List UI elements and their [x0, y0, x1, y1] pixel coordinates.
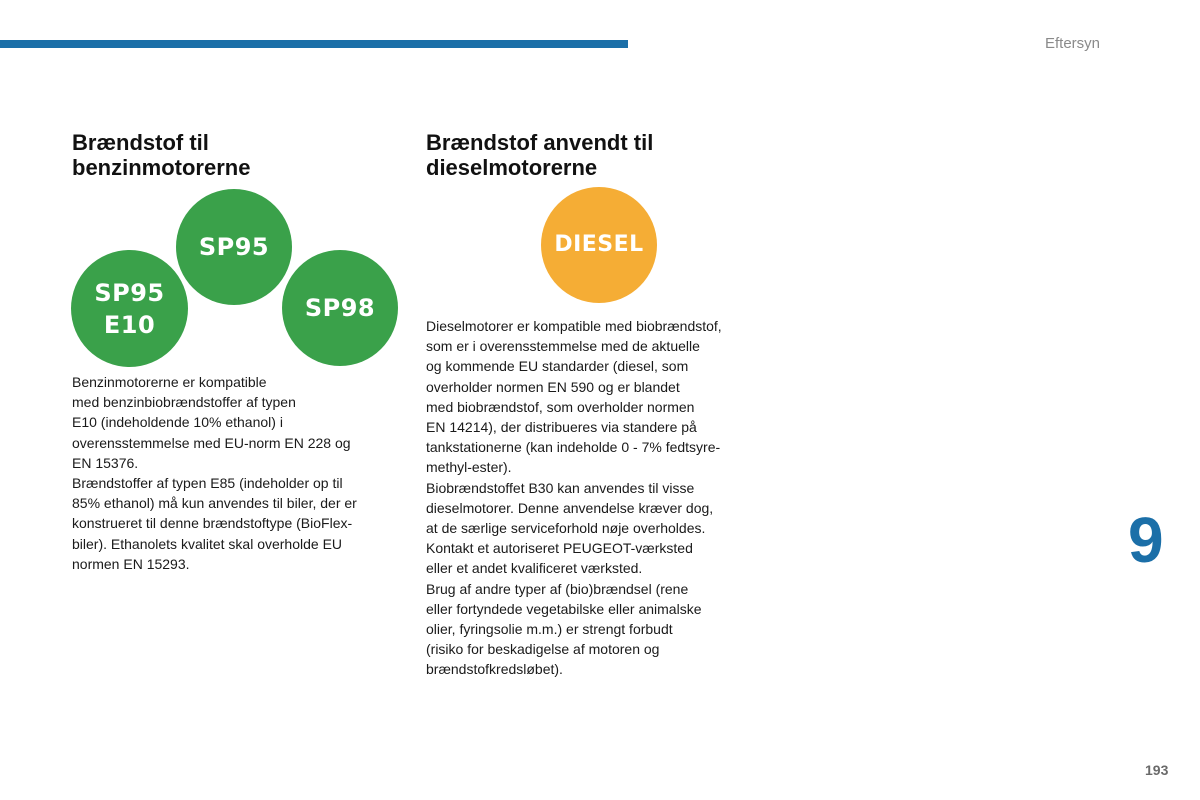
sp98-fuel-badge [282, 250, 398, 366]
petrol-fuel-heading [72, 130, 392, 180]
section-label: Eftersyn [1045, 35, 1101, 52]
text-line: brændstofkredsløbet). [426, 661, 563, 678]
badge-label: SP95 [94, 278, 165, 307]
text-line: og kommende EU standarder (diesel, som [426, 358, 689, 375]
text-line: med benzinbiobrændstoffer af typen [72, 394, 296, 411]
text-line: eller fortyndede vegetabilske eller animalske [426, 600, 702, 617]
text-line: olier, fyringsolie m.m.) er strengt forbudt [426, 621, 673, 638]
text-line: dieselmotorer. Denne anvendelse kræver dog, [426, 499, 714, 516]
text-line: Brug af andre typer af (bio)brændsel (rene [426, 580, 689, 597]
sp95-fuel-badge [176, 189, 292, 305]
diesel-fuel-heading [426, 130, 746, 180]
text-line: (risiko for beskadigelse af motoren og [426, 641, 660, 658]
text-line: EN 14214), der distribueres via standere på [426, 419, 697, 436]
heading-line: dieselmotorerne [426, 155, 598, 180]
diesel-fuel-description [426, 316, 761, 680]
text-line: normen EN 15293. [72, 555, 190, 572]
badge-label: E10 [103, 310, 156, 339]
text-line: EN 15376. [72, 454, 139, 471]
text-line: at de særlige serviceforhold nøje overholdes. [426, 520, 706, 537]
heading-line: benzinmotorerne [72, 155, 251, 180]
text-line: methyl-ester). [426, 459, 512, 476]
text-line: overholder normen EN 590 og er blandet [426, 378, 680, 395]
text-line: eller et andet kvalificeret værksted. [426, 560, 643, 577]
text-line: Kontakt et autoriseret PEUGEOT-værksted [426, 540, 693, 557]
text-line: tankstationerne (kan indeholde 0 - 7% fedtsyre- [426, 439, 721, 456]
page-number: 193 [1145, 762, 1169, 778]
heading-line: Brændstof anvendt til [426, 130, 654, 155]
text-line: 85% ethanol) må kun anvendes til biler, der er [72, 495, 357, 512]
text-line: som er i overensstemmelse med de aktuelle [426, 338, 700, 355]
text-line: Dieselmotorer er kompatible med biobrændstof, [426, 318, 722, 334]
chapter-number: 9 [1128, 504, 1164, 576]
badge-label: SP98 [304, 294, 376, 322]
badge-label: DIESEL [554, 232, 644, 257]
text-line: Brændstoffer af typen E85 (indeholder op til [72, 475, 343, 492]
text-line: Biobrændstoffet B30 kan anvendes til visse [426, 479, 695, 496]
text-line: overensstemmelse med EU-norm EN 228 og [72, 434, 351, 451]
text-line: med biobrændstof, som overholder normen [426, 398, 695, 415]
petrol-fuel-description [72, 372, 392, 574]
text-line: biler). Ethanolets kvalitet skal overholde EU [72, 535, 343, 552]
diesel-fuel-badge [541, 187, 657, 303]
heading-line: Brændstof til [72, 130, 209, 155]
badge-label: SP95 [198, 233, 270, 261]
text-line: Benzinmotorerne er kompatible [72, 374, 267, 390]
sp95-e10-fuel-badge [71, 250, 188, 367]
text-line: E10 (indeholdende 10% ethanol) i [72, 414, 283, 431]
header-accent-bar [0, 40, 628, 48]
text-line: konstrueret til denne brændstoftype (BioFlex- [72, 515, 353, 532]
